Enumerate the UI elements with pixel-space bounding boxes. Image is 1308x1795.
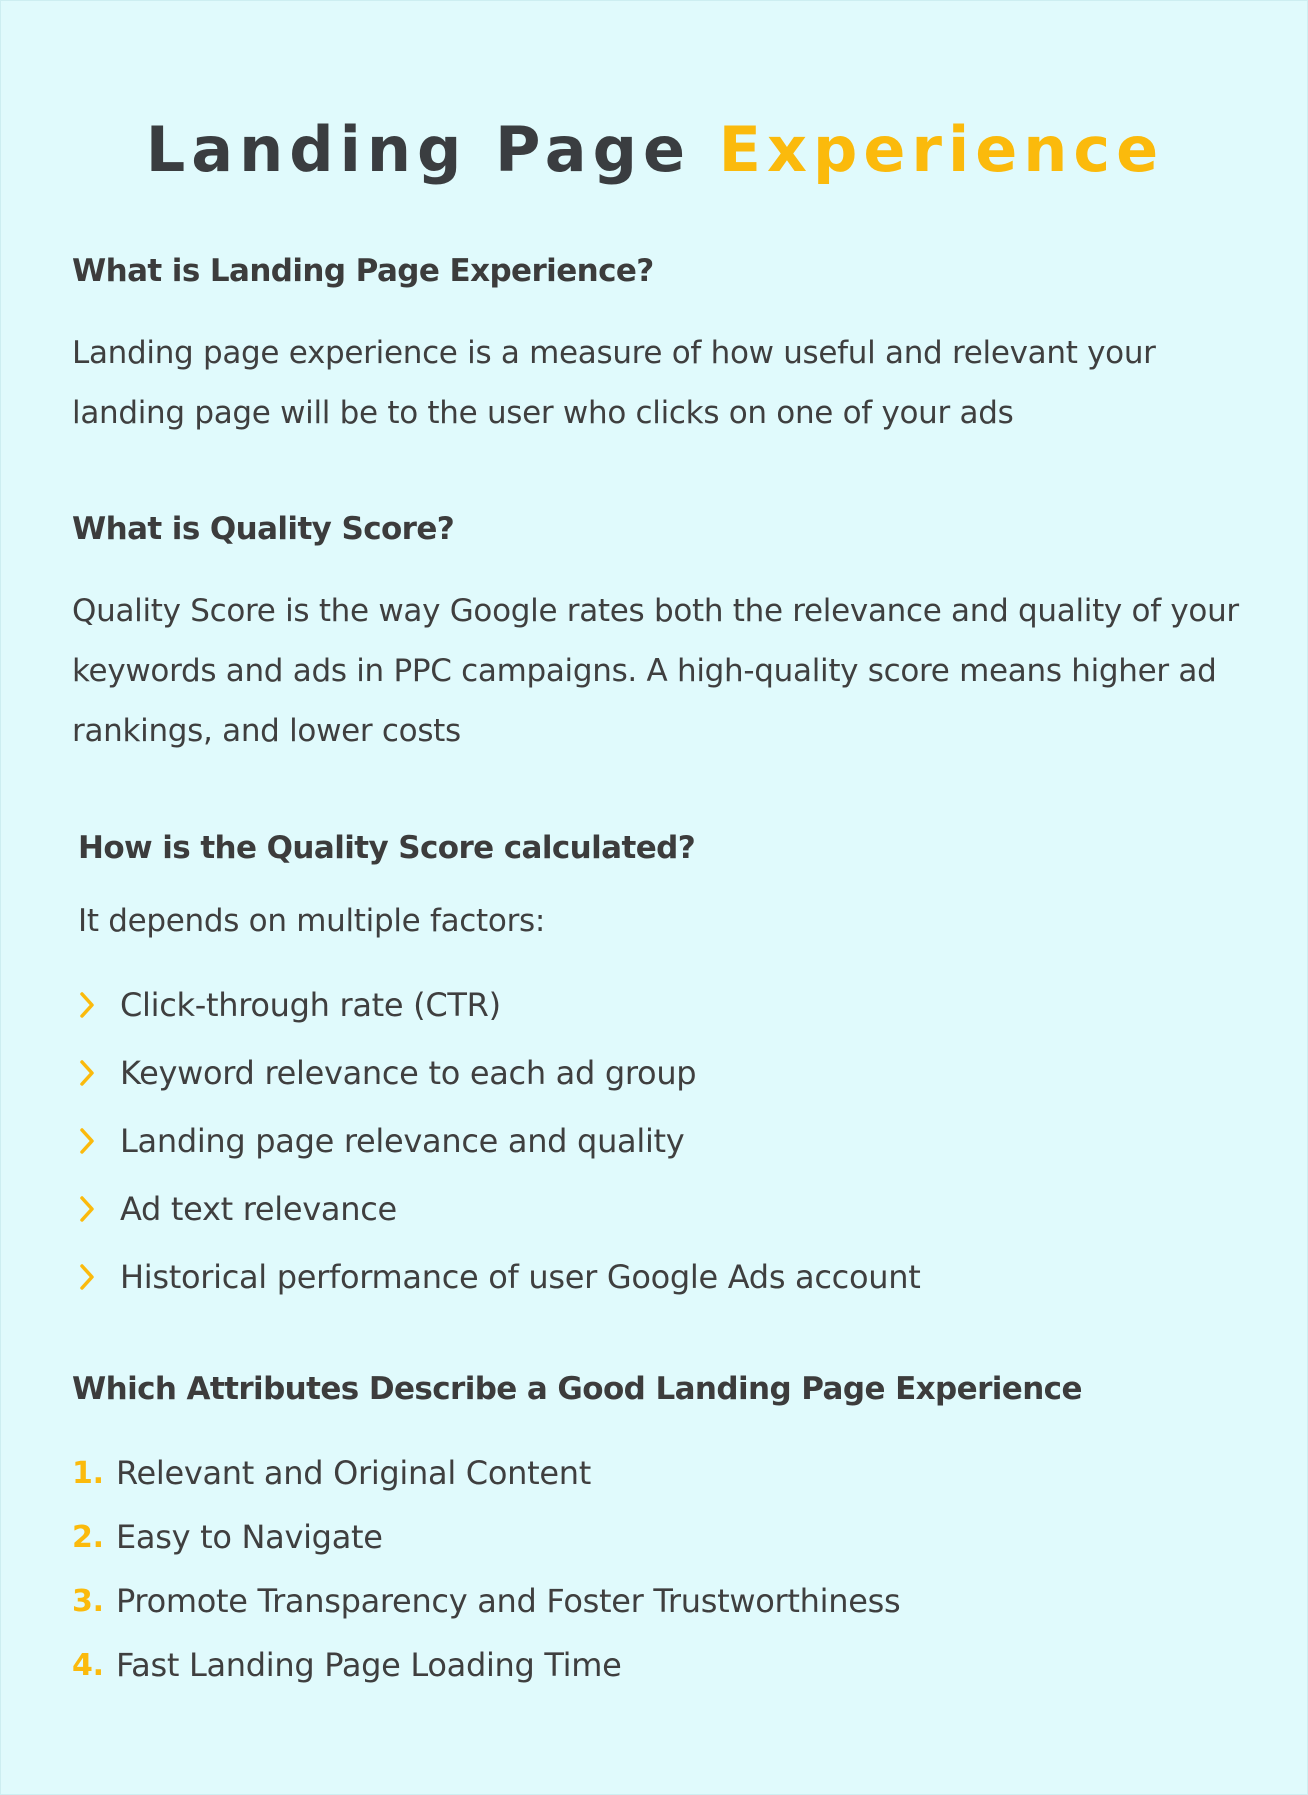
heading-what-is-landing-page-experience: What is Landing Page Experience? bbox=[72, 253, 654, 289]
attribute-number: 3. bbox=[72, 1583, 104, 1619]
factor-item bbox=[78, 1175, 920, 1243]
attribute-item bbox=[72, 1569, 900, 1633]
chevron-right-icon bbox=[78, 1263, 120, 1291]
heading-how-calculated: How is the Quality Score calculated? bbox=[78, 830, 696, 866]
factor-item bbox=[78, 1039, 920, 1107]
chevron-right-icon bbox=[78, 991, 120, 1019]
attribute-number: 1. bbox=[72, 1455, 104, 1491]
attribute-item bbox=[72, 1505, 900, 1569]
attribute-text: Fast Landing Page Loading Time bbox=[116, 1646, 622, 1684]
factor-item bbox=[78, 1107, 920, 1175]
paragraph-quality-score: Quality Score is the way Google rates both the relevance and quality of your keywords and ads in PPC campaigns. A high-quality score means higher ad rankings, and lower costs bbox=[72, 593, 1239, 749]
factors-list bbox=[78, 971, 920, 1311]
attributes-list bbox=[72, 1441, 900, 1697]
factor-text: Historical performance of user Google Ads account bbox=[120, 1258, 921, 1296]
factor-text: Click-through rate (CTR) bbox=[120, 986, 501, 1024]
attribute-text: Easy to Navigate bbox=[116, 1518, 383, 1556]
paragraph-landing-page-experience: Landing page experience is a measure of how useful and relevant your landing page will be to the user who clicks on one of your ads bbox=[72, 335, 1156, 431]
factor-item bbox=[78, 1243, 920, 1311]
factor-text: Ad text relevance bbox=[120, 1190, 397, 1228]
title-main: Landing Page bbox=[145, 113, 692, 186]
title-accent: Experience bbox=[718, 113, 1165, 186]
chevron-right-icon bbox=[78, 1059, 120, 1087]
attribute-text: Relevant and Original Content bbox=[116, 1454, 591, 1492]
attribute-item bbox=[72, 1633, 900, 1697]
page-title bbox=[1, 113, 1308, 186]
factors-intro: It depends on multiple factors: bbox=[78, 903, 546, 939]
heading-good-attributes: Which Attributes Describe a Good Landing Page Experience bbox=[72, 1371, 1082, 1407]
heading-what-is-quality-score: What is Quality Score? bbox=[72, 511, 455, 547]
attribute-number: 4. bbox=[72, 1647, 104, 1683]
factor-item bbox=[78, 971, 920, 1039]
attribute-text: Promote Transparency and Foster Trustworthiness bbox=[116, 1582, 901, 1620]
factor-text: Keyword relevance to each ad group bbox=[120, 1054, 697, 1092]
chevron-right-icon bbox=[78, 1195, 120, 1223]
chevron-right-icon bbox=[78, 1127, 120, 1155]
attribute-item bbox=[72, 1441, 900, 1505]
factor-text: Landing page relevance and quality bbox=[120, 1122, 685, 1160]
attribute-number: 2. bbox=[72, 1519, 104, 1555]
